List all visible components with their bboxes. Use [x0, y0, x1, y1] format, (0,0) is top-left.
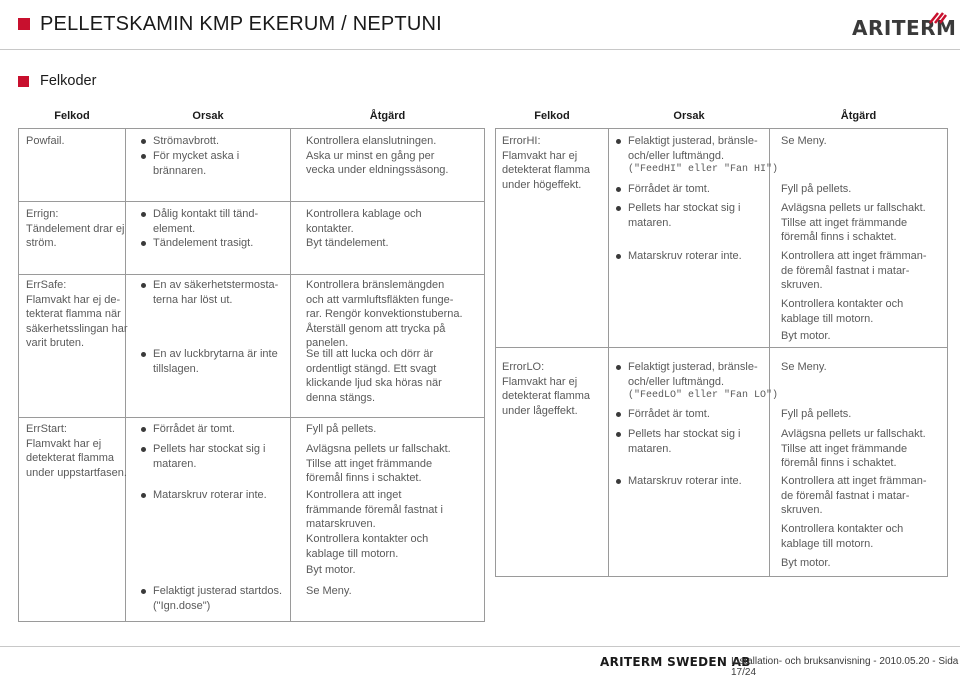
- action-text: Kontrollera bränslemängden och att varmluftsfläkten funge- rar. Rengör konvektionstuberna. Återställ genom att trycka på panelen.: [306, 279, 463, 349]
- action-text: Kontrollera elanslutningen. Aska ur minst en gång per vecka under eldningssäsong.: [306, 135, 449, 176]
- col-header-orsak: Orsak: [609, 103, 770, 129]
- brand-logo: ARITERM: [852, 16, 957, 40]
- action-text: Kontrollera att inget främmande föremål fastnat i matarskruven.: [306, 489, 443, 530]
- fault-code-errorhi: ErrorHI: Flamvakt har ej detekterat flamma under högeffekt.: [502, 135, 591, 191]
- action-text: Se Meny.: [306, 585, 352, 597]
- col-header-atgard: Åtgärd: [291, 103, 485, 129]
- fault-code-errign: Errign: Tändelement drar ej ström.: [26, 208, 125, 249]
- cause-item: Dålig kontakt till tänd- element.: [140, 207, 258, 236]
- action-text: Byt motor.: [781, 557, 831, 569]
- action-text: Se Meny.: [781, 361, 827, 373]
- action-text: Kontrollera kontakter och kablage till motorn.: [306, 533, 429, 560]
- cause-item: Förrådet är tomt.: [615, 407, 710, 422]
- fault-code-errorlo: ErrorLO: Flamvakt har ej detekterat flamma under lågeffekt.: [502, 361, 591, 417]
- cause-item: Matarskruv roterar inte.: [615, 474, 742, 489]
- col-header-atgard: Åtgärd: [770, 103, 948, 129]
- cause-item: Strömavbrott.: [140, 134, 219, 149]
- cause-detail: ("FeedHI" eller "Fan HI"): [628, 164, 779, 175]
- title-marker: [18, 18, 30, 30]
- action-text: Byt motor.: [781, 330, 831, 342]
- action-text: Kontrollera kontakter och kablage till motorn.: [781, 523, 904, 550]
- cause-item: Matarskruv roterar inte.: [615, 249, 742, 264]
- action-text: Avlägsna pellets ur fallschakt. Tillse att inget främmande föremål finns i schaktet.: [306, 443, 451, 484]
- footer-text: Installation- och bruksanvisning - 2010.05.20 - Sida 17/24: [731, 656, 959, 678]
- col-header-orsak: Orsak: [126, 103, 291, 129]
- cause-item: Förrådet är tomt.: [615, 182, 710, 197]
- fault-code-powfail: Powfail.: [26, 135, 65, 147]
- cause-detail: ("FeedLO" eller "Fan LO"): [628, 390, 779, 401]
- action-text: Kontrollera att inget främman- de föremål fastnat i matar- skruven.: [781, 475, 927, 516]
- footer-brand: ARITERM SWEDEN AB: [600, 655, 751, 669]
- action-text: Fyll på pellets.: [306, 423, 377, 435]
- cause-item: Pellets har stockat sig i mataren.: [140, 442, 266, 471]
- action-text: Avlägsna pellets ur fallschakt. Tillse att inget främmande föremål finns i schaktet.: [781, 202, 926, 243]
- action-text: Avlägsna pellets ur fallschakt. Tillse att inget främmande föremål finns i schaktet.: [781, 428, 926, 469]
- action-text: Kontrollera att inget främman- de föremål fastnat i matar- skruven.: [781, 250, 927, 291]
- cause-item: Förrådet är tomt.: [140, 422, 235, 437]
- action-text: Se Meny.: [781, 135, 827, 147]
- section-title: Felkoder: [40, 73, 97, 89]
- section-marker: [18, 76, 29, 87]
- col-header-felkod: Felkod: [496, 103, 609, 129]
- action-text: Kontrollera kablage och kontakter. Byt tändelement.: [306, 208, 422, 249]
- action-text: Kontrollera kontakter och kablage till motorn.: [781, 298, 904, 325]
- logo-flame-icon: [928, 7, 948, 25]
- col-header-felkod: Felkod: [19, 103, 126, 129]
- cause-item: Felaktigt justerad, bränsle- och/eller luftmängd.: [615, 360, 758, 389]
- cause-item: Matarskruv roterar inte.: [140, 488, 267, 503]
- header-rule: [0, 49, 960, 50]
- fault-code-errstart: ErrStart: Flamvakt har ej detekterat flamma under uppstartfasen.: [26, 423, 127, 479]
- cause-item: En av luckbrytarna är inte tillslagen.: [140, 347, 278, 376]
- action-text: Se till att lucka och dörr är ordentligt stängd. Ett svagt klickande ljud ska höras när denna stängs.: [306, 348, 442, 404]
- cause-item: En av säkerhetstermosta- terna har löst ut.: [140, 278, 278, 307]
- cause-item: Pellets har stockat sig i mataren.: [615, 201, 741, 230]
- cause-item: Pellets har stockat sig i mataren.: [615, 427, 741, 456]
- cause-item: Felaktigt justerad startdos. ("Ign.dose"): [140, 584, 282, 613]
- cause-item: Felaktigt justerad, bränsle- och/eller luftmängd.: [615, 134, 758, 163]
- page-title: PELLETSKAMIN KMP EKERUM / NEPTUNI: [40, 13, 442, 35]
- cause-item: För mycket aska i brännaren.: [140, 149, 239, 178]
- cause-item: Tändelement trasigt.: [140, 236, 253, 251]
- action-text: Fyll på pellets.: [781, 183, 852, 195]
- fault-code-errsafe: ErrSafe: Flamvakt har ej de- tekterat flamma när säkerhetsslingan har varit bruten.: [26, 279, 128, 349]
- action-text: Fyll på pellets.: [781, 408, 852, 420]
- footer-rule: [0, 646, 960, 647]
- action-text: Byt motor.: [306, 564, 356, 576]
